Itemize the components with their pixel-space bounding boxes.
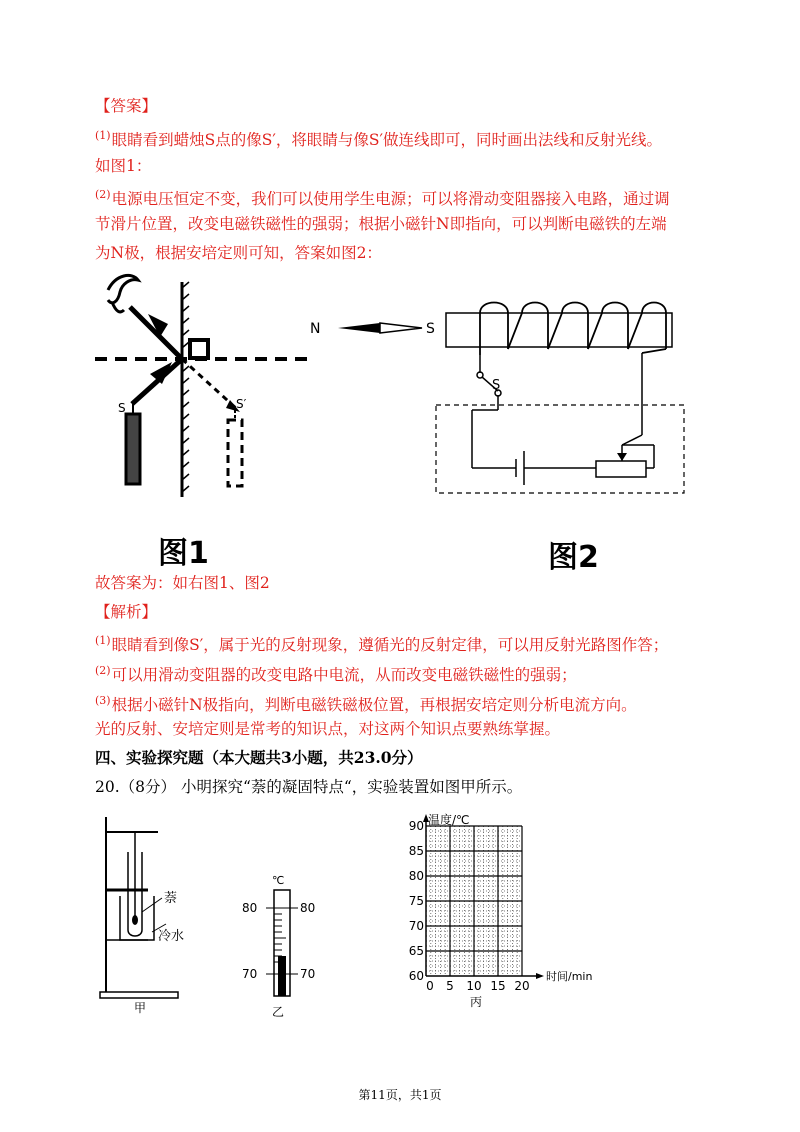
label-s: S: [118, 401, 126, 415]
tick-80-left: 80: [242, 901, 258, 915]
tick-80-right: 80: [300, 901, 316, 915]
answer-line-2: 如图1：: [95, 157, 152, 175]
xtick-0: 0: [426, 979, 434, 993]
xtick-5: 5: [446, 979, 454, 993]
ytick-65: 65: [408, 944, 424, 958]
figure-yi-thermometer: [238, 870, 328, 1020]
xtick-20: 20: [514, 979, 530, 993]
caption-bing: 丙: [469, 995, 483, 1009]
answer-line-4: 节滑片位置，改变电磁铁磁性的强弱；根据小磁针N即指向，可以判断电磁铁的左端: [95, 215, 667, 233]
label-s-prime: S′: [236, 397, 247, 411]
label-water: 冷水: [158, 929, 185, 944]
needle-s-label: S: [426, 321, 435, 337]
grid-xlabel: 时间/min: [546, 970, 593, 983]
question-20: 20.（8分） 小明探究“萘的凝固特点“，实验装置如图甲所示。: [95, 778, 523, 796]
figure-2-caption: 图2: [548, 540, 599, 575]
xtick-15: 15: [490, 979, 506, 993]
analysis-heading: 【解析】: [95, 603, 158, 621]
xtick-10: 10: [466, 979, 482, 993]
answer-line-5: 为N极，根据安培定则可知，答案如图2：: [95, 244, 382, 262]
grid-ylabel: 温度/℃: [428, 813, 470, 827]
figure-jia-apparatus: [98, 812, 208, 1017]
analysis-line-1: $^{(1)}$眼睛看到像S′，属于光的反射现象，遵循光的反射定律，可以用反射光路图作答；: [95, 634, 669, 655]
ytick-60: 60: [408, 969, 424, 983]
tick-70-left: 70: [242, 967, 258, 981]
caption-jia: 甲: [134, 1001, 147, 1015]
ytick-80: 80: [408, 869, 424, 883]
ytick-90: 90: [408, 819, 424, 833]
needle-n-label: N: [310, 321, 321, 337]
answer-line-1: $^{(1)}$眼睛看到蜡烛S点的像S′，将眼睛与像S′做连线即可，同时画出法线和反射光线。: [95, 129, 662, 150]
analysis-line-2: $^{(2)}$可以用滑动变阻器的改变电路中电流，从而改变电磁铁磁性的强弱；: [95, 664, 577, 685]
caption-yi: 乙: [272, 1005, 285, 1019]
ytick-85: 85: [408, 844, 424, 858]
switch-label: S: [492, 378, 501, 393]
figure-1-caption: 图1: [158, 536, 209, 571]
tick-70-right: 70: [300, 967, 316, 981]
label-nai: 萘: [164, 891, 178, 906]
ytick-75: 75: [408, 894, 424, 908]
answer-heading: 【答案】: [95, 97, 158, 115]
section-heading: 四、实验探究题（本大题共3小题，共23.0分）: [95, 748, 423, 767]
analysis-line-4: 光的反射、安培定则是常考的知识点，对这两个知识点要熟练掌握。: [95, 720, 561, 738]
answer-conclusion: 故答案为：如右图1、图2: [95, 574, 270, 592]
figure-2-circuit-diagram: [308, 295, 708, 505]
page-footer: 第11页，共1页: [358, 1088, 442, 1102]
answer-line-3: $^{(2)}$电源电压恒定不变，我们可以使用学生电源；可以将滑动变阻器接入电路，通过调: [95, 188, 670, 209]
thermo-unit: ℃: [272, 874, 285, 887]
analysis-line-3: $^{(3)}$根据小磁针N极指向，判断电磁铁磁极位置，再根据安培定则分析电流方向。: [95, 694, 637, 715]
figure-1-reflection-diagram: [90, 262, 320, 502]
figure-bing-grid: [380, 812, 620, 1012]
ytick-70: 70: [408, 919, 424, 933]
